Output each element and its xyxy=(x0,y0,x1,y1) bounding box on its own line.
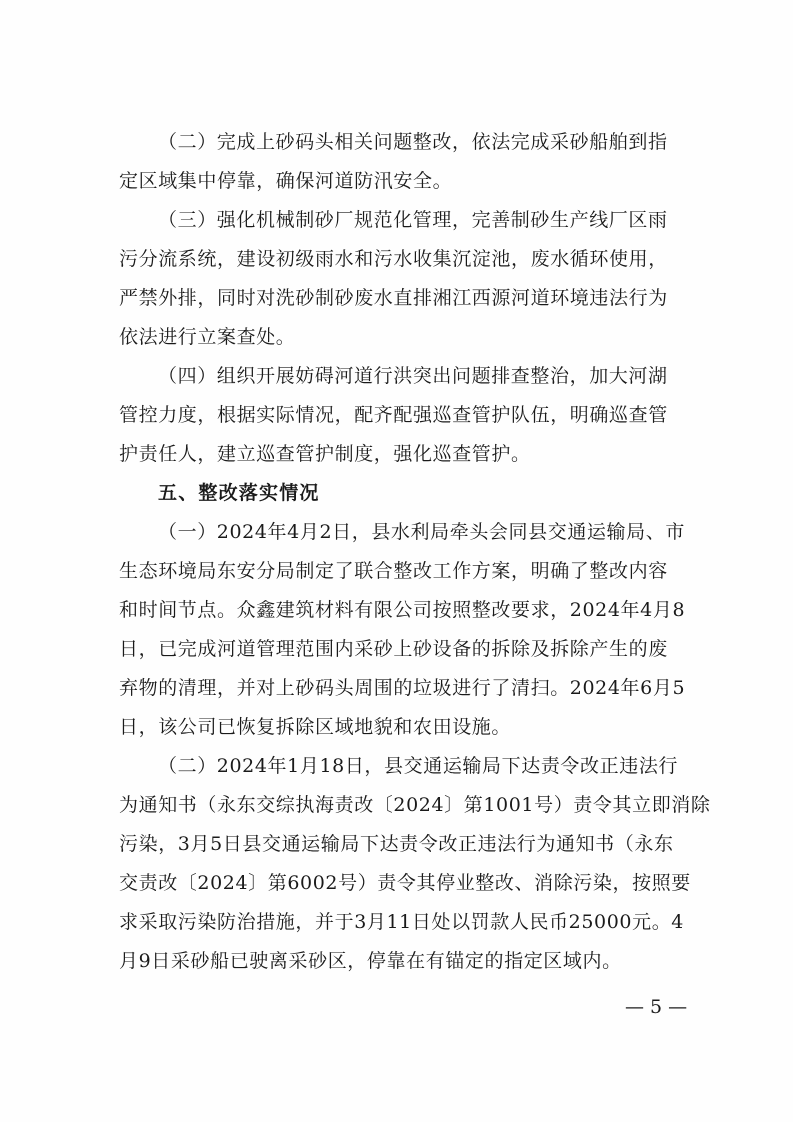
paragraph-2-line-1: （二）完成上砂码头相关问题整改，依法完成采砂船舶到指 xyxy=(158,131,668,153)
paragraph-5-1-line-2: 生态环境局东安分局制定了联合整改工作方案，明确了整改内容 xyxy=(119,560,668,582)
paragraph-3-line-4: 依法进行立案查处。 xyxy=(119,326,296,348)
page-number: — 5 — xyxy=(625,996,688,1018)
paragraph-4-line-1: （四）组织开展妨碍河道行洪突出问题排查整治，加大河湖 xyxy=(158,365,668,387)
paragraph-5-2-line-3: 污染，3月5日县交通运输局下达责令改正违法行为通知书（永东 xyxy=(119,833,674,855)
paragraph-5-2-line-2: 为通知书（永东交综执海责改〔2024〕第1001号）责令其立即消除 xyxy=(119,794,711,816)
paragraph-2-line-2: 定区域集中停靠，确保河道防汛安全。 xyxy=(119,170,453,192)
paragraph-5-1-line-3: 和时间节点。众鑫建筑材料有限公司按照整改要求，2024年4月8 xyxy=(119,599,686,621)
paragraph-5-2-line-1: （二）2024年1月18日，县交通运输局下达责令改正违法行 xyxy=(158,755,679,777)
paragraph-3-line-3: 严禁外排，同时对洗砂制砂废水直排湘江西源河道环境违法行为 xyxy=(119,287,668,309)
paragraph-5-1-line-4: 日，已完成河道管理范围内采砂上砂设备的拆除及拆除产生的废 xyxy=(119,638,668,660)
paragraph-3-line-1: （三）强化机械制砂厂规范化管理，完善制砂生产线厂区雨 xyxy=(158,209,668,231)
paragraph-5-1-line-1: （一）2024年4月2日，县水利局牵头会同县交通运输局、市 xyxy=(158,521,685,543)
paragraph-5-2-line-4: 交责改〔2024〕第6002号）责令其停业整改、消除污染，按照要 xyxy=(119,872,691,894)
paragraph-5-1-line-5: 弃物的清理，并对上砂码头周围的垃圾进行了清扫。2024年6月5 xyxy=(119,677,686,699)
paragraph-3-line-2: 污分流系统，建设初级雨水和污水收集沉淀池，废水循环使用， xyxy=(119,248,668,270)
paragraph-4-line-2: 管控力度，根据实际情况，配齐配强巡查管护队伍，明确巡查管 xyxy=(119,404,668,426)
section-heading: 五、整改落实情况 xyxy=(158,482,320,504)
paragraph-5-2-line-5: 求采取污染防治措施，并于3月11日处以罚款人民币25000元。4 xyxy=(119,911,684,933)
paragraph-5-1-line-6: 日，该公司已恢复拆除区域地貌和农田设施。 xyxy=(119,716,512,738)
paragraph-4-line-3: 护责任人，建立巡查管护制度，强化巡查管护。 xyxy=(119,443,531,465)
paragraph-5-2-line-6: 月9日采砂船已驶离采砂区，停靠在有锚定的指定区域内。 xyxy=(119,950,622,972)
